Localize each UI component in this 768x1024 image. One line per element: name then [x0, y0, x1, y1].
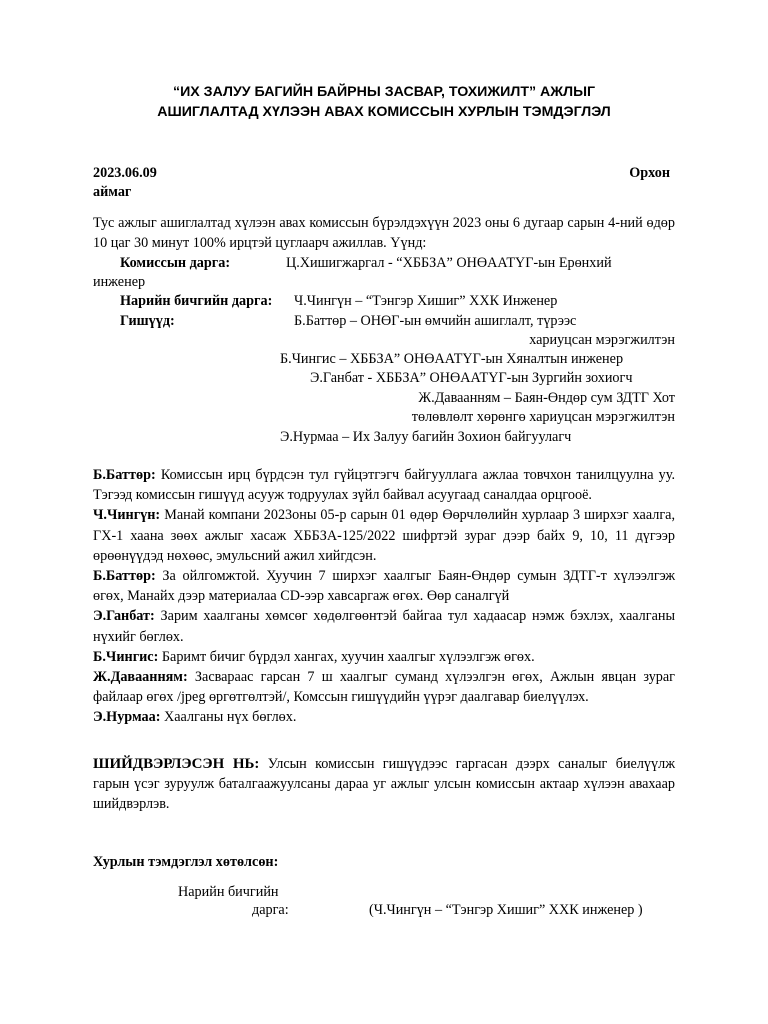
statement-text: Засвараас гарсан 7 ш хаалгыг суманд хүлээлгэн өгөх, Ажлын явцан зураг файлаар өгөх /jpeg өргөтгөлтэй/, Комссын гишүүдийн үүрэг даалгавар биелүүлэх. — [93, 669, 675, 706]
statement-text: Комиссын ирц бүрдсэн тул гүйцэтгэгч байгууллага ажлаа товчхон танилцуулна уу. Тэгээд комиссын гишүүд асууж тодруулах зүйл байвал асуугаад саналдаа орцгооё. — [93, 467, 675, 504]
chair-value-cont: инженер — [93, 274, 146, 290]
statement-text: Хаалганы нүх бөглөх. — [160, 709, 297, 726]
speaker-name: Ч.Чингүн: — [93, 507, 161, 524]
statement-text: Зарим хаалганы хөмсөг хөдөлгөөнтэй байгаа тул хадаасар нэмж бэхлэх, хаалганы нүхийг бөглөх. — [93, 608, 675, 645]
statement-text: За ойлгомжтой. Хуучин 7 ширхэг хаалгыг Баян-Өндөр сумын ЗДТГ-т хүлээлгэж өгөх, Манайх дээр материалаа CD-ээр хавсаргаж өгөх. Өөр саналгүй — [93, 568, 675, 605]
speaker-name: Б.Баттөр: — [93, 568, 156, 585]
discussion-item — [93, 647, 675, 667]
chair-value: Ц.Хишигжаргал - “ХББЗА” ОНӨААТҮГ-ын Ерөнхий — [286, 255, 612, 271]
statement-text: Манай компани 2023оны 05-р сарын 01 өдөр Өөрчлөлийн хурлаар 3 ширхэг хаалга, ГХ-1 хаана зөөх ажлыг хасаж ХББЗА-125/2022 шифртэй зураг дээр байх 9, 10, 11 дүгээр өрөөнүүдэд нөхөөс, эмульсний ажил хийгдсэн. — [93, 507, 675, 564]
decision-label: ШИЙДВЭРЛЭСЭН НЬ: — [93, 756, 260, 772]
member-3: Э.Ганбат - ХББЗА” ОНӨААТҮГ-ын Зургийн зохиогч — [310, 370, 633, 386]
meeting-date: 2023.06.09 — [93, 165, 157, 181]
signature-role-line-1: Нарийн бичгийн — [178, 884, 279, 900]
speaker-name: Б.Чингис: — [93, 648, 159, 665]
statement-text: Баримт бичиг бүрдэл хангах, хуучин хаалгыг хүлээлгэж өгөх. — [158, 648, 535, 665]
discussion-item — [93, 707, 675, 727]
decision-paragraph — [93, 754, 675, 815]
meeting-place: Орхон — [629, 165, 670, 181]
signature-heading: Хурлын тэмдэглэл хөтөлсөн: — [93, 854, 279, 870]
member-5: Э.Нурмаа – Их Залуу багийн Зохион байгуулагч — [280, 429, 572, 445]
title-line-1: “ИХ ЗАЛУУ БАГИЙН БАЙРНЫ ЗАСВАР, ТОХИЖИЛТ” АЖЛЫГ — [172, 84, 595, 100]
discussion-item — [93, 505, 675, 566]
discussion — [93, 465, 675, 728]
secretary-value: Ч.Чингүн – “Тэнгэр Хишиг” ХХК Инженер — [294, 293, 558, 309]
speaker-name: Ж.Даваанням: — [93, 669, 188, 686]
intro-paragraph: Тус ажлыг ашиглалтад хүлээн авах комиссын бүрэлдэхүүн 2023 оны 6 дугаар сарын 4-ний өдөр 10 цаг 30 минут 100% ирцтэй цуглаарч ажиллав. Үүнд: — [93, 215, 675, 252]
speaker-name: Э.Нурмаа: — [93, 709, 161, 726]
speaker-name: Э.Ганбат: — [93, 608, 155, 625]
signature-role-line-2: дарга: — [252, 902, 289, 918]
member-4-cont: төлөвлөлт хөрөнгө хариуцсан мэрэгжилтэн — [411, 409, 675, 425]
member-2: Б.Чингис – ХББЗА” ОНӨААТҮГ-ын Хяналтын инженер — [280, 351, 624, 367]
member-1-cont: хариуцсан мэрэгжилтэн — [529, 332, 675, 348]
members-label: Гишүүд: — [120, 313, 175, 329]
member-1: Б.Баттөр – ОНӨГ-ын өмчийн ашиглалт, түрээс — [294, 313, 577, 329]
member-4: Ж.Даваанням – Баян-Өндөр сум ЗДТГ Хот — [418, 390, 675, 406]
discussion-item — [93, 606, 675, 646]
title-line-2: АШИГЛАЛТАД ХҮЛЭЭН АВАХ КОМИССЫН ХУРЛЫН ТЭМДЭГЛЭЛ — [157, 104, 611, 120]
document-title — [80, 82, 688, 122]
chair-label: Комиссын дарга: — [120, 255, 231, 271]
secretary-label: Нарийн бичгийн дарга: — [120, 293, 273, 309]
signature-name: (Ч.Чингүн – “Тэнгэр Хишиг” ХХК инженер ) — [369, 902, 643, 918]
discussion-item — [93, 465, 675, 505]
discussion-item — [93, 667, 675, 707]
meeting-place-cont: аймаг — [93, 184, 132, 200]
decision-text: Улсын комиссын гишүүдээс гаргасан дээрх саналыг биелүүлж гарын үсэг зуруулж баталгаажуулсаны дараа уг ажлыг улсын комиссын актаар хүлээн авахаар шийдвэрлэв. — [93, 756, 675, 813]
speaker-name: Б.Баттөр: — [93, 467, 156, 483]
discussion-item — [93, 566, 675, 606]
